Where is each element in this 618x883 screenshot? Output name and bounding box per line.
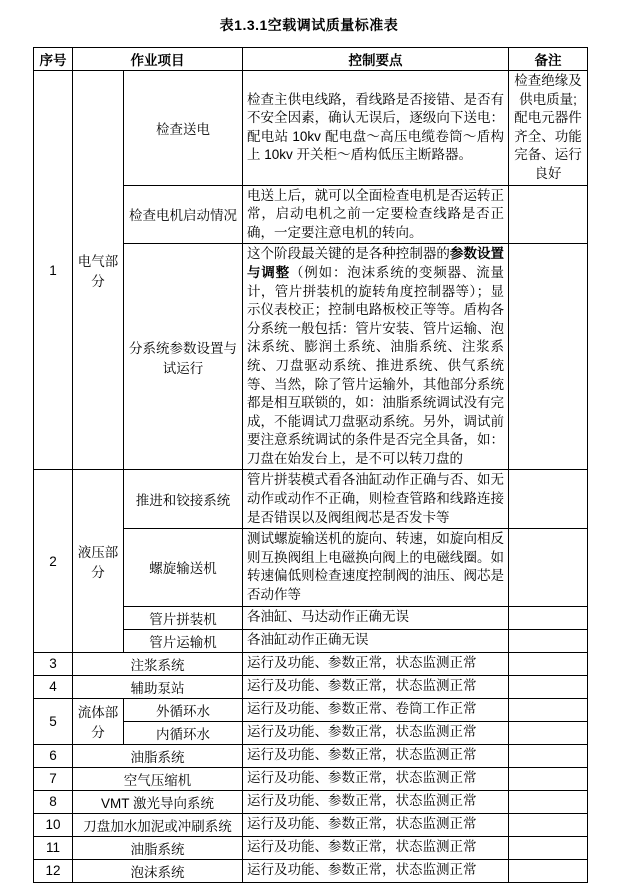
- row-no: 7: [34, 767, 73, 790]
- work-item-cell: 检查送电: [124, 71, 243, 186]
- quality-standard-table: [33, 47, 588, 883]
- row-no: 10: [34, 813, 73, 836]
- table-row: [34, 790, 588, 813]
- table-row: [34, 767, 588, 790]
- control-cell: 管片拼装模式看各油缸动作正确与否、如无动作或动作不正确，则检查管路和线路连接是否错误以及阀组阀芯是否发卡等: [243, 470, 509, 529]
- table-row: [34, 470, 588, 529]
- control-cell: 电送上后，就可以全面检查电机是否运转正常，启动电机之前一定要检查线路是否正确，一定要注意电机的转向。: [243, 185, 509, 244]
- row-no: 6: [34, 744, 73, 767]
- row-no: 2: [34, 470, 73, 652]
- control-cell: 运行及功能、参数正常、卷筒工作正常: [243, 698, 509, 721]
- remark-cell-empty: [509, 836, 588, 859]
- category-cell: 电气部分: [73, 71, 124, 470]
- remark-cell-empty: [509, 721, 588, 744]
- work-item-cell: 泡沫系统: [73, 859, 243, 882]
- work-item-cell: 空气压缩机: [73, 767, 243, 790]
- control-cell: 各油缸、马达动作正确无误: [243, 606, 509, 629]
- control-cell: 运行及功能、参数正常，状态监测正常: [243, 675, 509, 698]
- control-text-bold: 参数设置与调整: [247, 246, 505, 280]
- control-cell: 运行及功能、参数正常，状态监测正常: [243, 721, 509, 744]
- row-no: 4: [34, 675, 73, 698]
- work-item-cell: VMT 激光导向系统: [73, 790, 243, 813]
- header-work-item: 作业项目: [73, 48, 243, 71]
- table-row: [34, 836, 588, 859]
- work-item-cell: 检查电机启动情况: [124, 185, 243, 244]
- header-no: 序号: [34, 48, 73, 71]
- table-row: [34, 71, 588, 186]
- control-cell: 运行及功能、参数正常，状态监测正常: [243, 652, 509, 675]
- work-item-cell: 推进和铰接系统: [124, 470, 243, 529]
- remark-cell-empty: [509, 675, 588, 698]
- row-no: 5: [34, 698, 73, 744]
- control-cell: 检查主供电线路，看线路是否接错、是否有不安全因素，确认无误后，逐级向下送电：配电站 10kv 配电盘～高压电缆卷筒～盾构上 10kv 开关柜～盾构低压主断路器。: [243, 71, 509, 186]
- control-cell: 各油缸动作正确无误: [243, 629, 509, 652]
- work-item-cell: 管片拼装机: [124, 606, 243, 629]
- remark-cell-empty: [509, 744, 588, 767]
- work-item-cell: 螺旋输送机: [124, 529, 243, 606]
- row-no: 3: [34, 652, 73, 675]
- control-cell: 运行及功能、参数正常，状态监测正常: [243, 813, 509, 836]
- remark-cell-empty: [509, 790, 588, 813]
- header-control-points: 控制要点: [243, 48, 509, 71]
- row-no: 1: [34, 71, 73, 470]
- header-row: [34, 48, 588, 71]
- remark-cell-empty: [509, 629, 588, 652]
- work-item-cell: 辅助泵站: [73, 675, 243, 698]
- table-row: [34, 675, 588, 698]
- work-item-cell: 内循环水: [124, 721, 243, 744]
- category-cell: 液压部分: [73, 470, 124, 652]
- control-cell: 测试螺旋输送机的旋向、转速，如旋向相反则互换阀组上电磁换向阀上的电磁线圈。如转速偏低则检查速度控制阀的油压、阀芯是否动作等: [243, 529, 509, 606]
- table-row: [34, 859, 588, 882]
- remark-cell-empty: [509, 185, 588, 244]
- work-item-cell: 外循环水: [124, 698, 243, 721]
- row-no: 12: [34, 859, 73, 882]
- remark-cell-empty: [509, 606, 588, 629]
- table-row: [34, 652, 588, 675]
- table-title: 表1.3.1空载调试质量标准表: [219, 17, 399, 33]
- remark-cell-empty: [509, 529, 588, 606]
- work-item-cell: 注浆系统: [73, 652, 243, 675]
- remark-cell-empty: [509, 767, 588, 790]
- control-cell: 运行及功能、参数正常，状态监测正常: [243, 744, 509, 767]
- remark-cell: 检查绝缘及供电质量;配电元器件齐全、功能完备、运行良好: [509, 71, 588, 186]
- remark-cell-empty: [509, 470, 588, 529]
- control-cell: 运行及功能、参数正常，状态监测正常: [243, 767, 509, 790]
- header-remark: 备注: [509, 48, 588, 71]
- control-text-post: （例如：泡沫系统的变频器、流量计，管片拼装机的旋转角度控制器等）；显示仪表校正；控制电路板校正等等。盾构各分系统一般包括：管片安装、管片运输、泡沫系统、膨润土系统、油脂系统、注浆系统、刀盘驱动系统、推进系统、供气系统等、当然，除了管片运输外，其他部分系统都是相互联锁的，如：油脂系统调试没有完成，不能调试刀盘驱动系统。另外，调试前要注意系统调试的条件是否完全具备，如：刀盘在始发台上，是不可以转刀盘的: [247, 264, 505, 466]
- work-item-cell: 分系统参数设置与试运行: [124, 244, 243, 470]
- control-cell: [243, 244, 509, 470]
- remark-cell-empty: [509, 652, 588, 675]
- row-no: 8: [34, 790, 73, 813]
- work-item-cell: 油脂系统: [73, 836, 243, 859]
- control-cell: 运行及功能、参数正常，状态监测正常: [243, 836, 509, 859]
- control-cell: 运行及功能、参数正常，状态监测正常: [243, 859, 509, 882]
- work-item-cell: 油脂系统: [73, 744, 243, 767]
- remark-cell-empty: [509, 859, 588, 882]
- work-item-cell: 管片运输机: [124, 629, 243, 652]
- control-cell: 运行及功能、参数正常，状态监测正常: [243, 790, 509, 813]
- table-row: [34, 744, 588, 767]
- remark-cell-empty: [509, 698, 588, 721]
- table-row: [34, 698, 588, 721]
- row-no: 11: [34, 836, 73, 859]
- work-item-cell: 刀盘加水加泥或冲刷系统: [73, 813, 243, 836]
- category-cell: 流体部分: [73, 698, 124, 744]
- remark-cell-empty: [509, 244, 588, 470]
- control-text-pre: 这个阶段最关键的是各种控制器的: [247, 246, 450, 262]
